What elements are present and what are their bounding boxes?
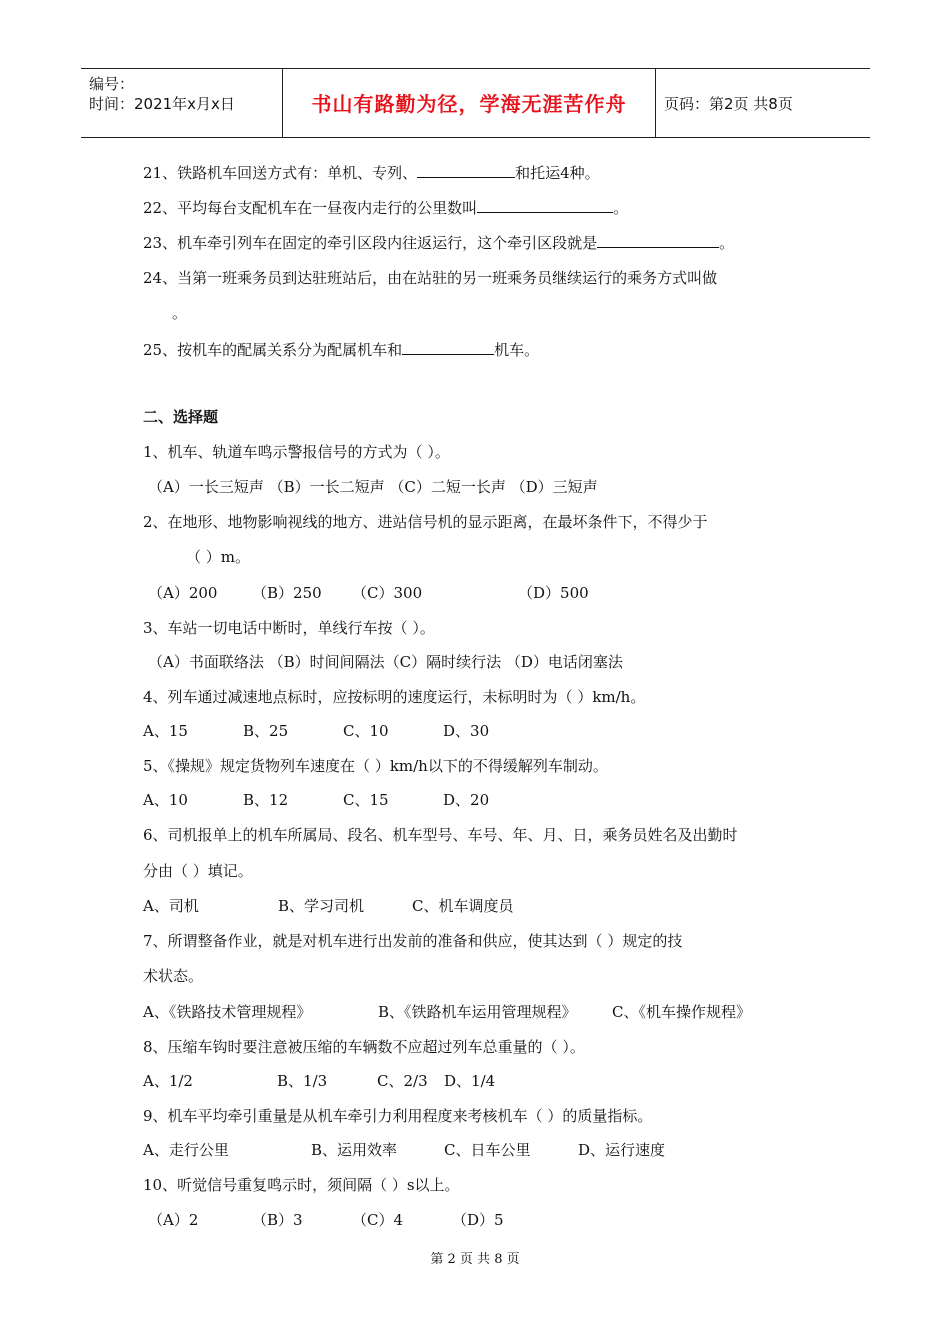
question-22: 22、平均每台支配机车在一昼夜内走行的公里数叫 。 bbox=[143, 199, 629, 217]
option: D、1/4 bbox=[444, 1072, 496, 1090]
section-title: 二、选择题 bbox=[143, 408, 219, 426]
choice-question-6: 6、司机报单上的机车所属局、段名、机车型号、车号、年、月、日，乘务员姓名及出勤时 bbox=[143, 826, 738, 844]
question-23: 23、机车牵引列车在固定的牵引区段内往返运行，这个牵引区段就是 。 bbox=[143, 234, 735, 252]
question-21: 21、铁路机车回送方式有：单机、专列、 和托运4种。 bbox=[143, 164, 600, 182]
choice-question-1: 1、机车、轨道车鸣示警报信号的方式为（ ）。 bbox=[143, 443, 450, 461]
time-label: 时间：2021年x月x日 bbox=[89, 95, 235, 113]
answer-blank bbox=[402, 340, 494, 355]
header-divider bbox=[655, 69, 656, 137]
option: （B）3 bbox=[252, 1211, 303, 1229]
option: D、运行速度 bbox=[578, 1141, 666, 1159]
choice-question-2-end: （ ）m。 bbox=[186, 548, 250, 566]
header-motto: 书山有路勤为径，学海无涯苦作舟 bbox=[311, 92, 627, 116]
option: A、走行公里 bbox=[143, 1141, 229, 1159]
choice-question-3: 3、车站一切电话中断时，单线行车按（ ）。 bbox=[143, 619, 435, 637]
option: C、日车公里 bbox=[444, 1141, 531, 1159]
answer-blank bbox=[477, 198, 613, 213]
choice-options-1: （A）一长三短声 （B）一长二短声 （C）二短一长声 （D）三短声 bbox=[148, 478, 598, 496]
choice-question-7: 7、所谓整备作业，就是对机车进行出发前的准备和供应，使其达到（ ）规定的技 bbox=[143, 932, 683, 950]
answer-blank bbox=[417, 163, 515, 178]
number-label: 编号： bbox=[89, 75, 135, 93]
option: （D）5 bbox=[452, 1211, 504, 1229]
option: B、25 bbox=[243, 722, 289, 740]
option: （A）2 bbox=[148, 1211, 199, 1229]
option: C、2/3 bbox=[377, 1072, 428, 1090]
option: A、《铁路技术管理规程》 bbox=[143, 1003, 312, 1021]
option: A、1/2 bbox=[143, 1072, 193, 1090]
option: C、15 bbox=[343, 791, 389, 809]
option: （C）4 bbox=[352, 1211, 404, 1229]
header-meta bbox=[81, 69, 281, 137]
question-24: 24、当第一班乘务员到达驻班站后，由在站驻的另一班乘务员继续运行的乘务方式叫做 bbox=[143, 269, 718, 287]
choice-options-3: （A）书面联络法 （B）时间间隔法（C）隔时续行法 （D）电话闭塞法 bbox=[148, 653, 623, 671]
option: B、学习司机 bbox=[278, 897, 365, 915]
option: A、10 bbox=[143, 791, 188, 809]
choice-question-6-end: 分由（ ）填记。 bbox=[143, 862, 253, 880]
option: C、机车调度员 bbox=[412, 897, 514, 915]
option: A、司机 bbox=[143, 897, 199, 915]
question-24-end: 。 bbox=[172, 304, 188, 322]
page-footer: 第 2 页 共 8 页 bbox=[430, 1252, 520, 1267]
option: C、10 bbox=[343, 722, 389, 740]
choice-question-2: 2、在地形、地物影响视线的地方、进站信号机的显示距离，在最坏条件下，不得少于 bbox=[143, 513, 708, 531]
option: B、运用效率 bbox=[311, 1141, 398, 1159]
option: D、20 bbox=[443, 791, 490, 809]
page-header bbox=[81, 68, 870, 138]
option: B、1/3 bbox=[277, 1072, 328, 1090]
question-25: 25、按机车的配属关系分为配属机车和 机车。 bbox=[143, 341, 540, 359]
header-divider bbox=[282, 69, 283, 137]
choice-question-10: 10、听觉信号重复鸣示时，须间隔（ ）s以上。 bbox=[143, 1176, 460, 1194]
option: A、15 bbox=[143, 722, 188, 740]
option: （C）300 bbox=[352, 584, 423, 602]
answer-blank bbox=[597, 233, 719, 248]
choice-question-9: 9、机车平均牵引重量是从机车牵引力利用程度来考核机车（ ）的质量指标。 bbox=[143, 1107, 653, 1125]
option: （A）200 bbox=[148, 584, 218, 602]
choice-question-8: 8、压缩车钩时要注意被压缩的车辆数不应超过列车总重量的（ ）。 bbox=[143, 1038, 585, 1056]
option: C、《机车操作规程》 bbox=[612, 1003, 751, 1021]
option: D、30 bbox=[443, 722, 490, 740]
header-page-info: 页码：第2页 共8页 bbox=[664, 95, 793, 113]
choice-question-7-end: 术状态。 bbox=[143, 967, 204, 985]
option: B、12 bbox=[243, 791, 289, 809]
choice-question-5: 5、《操规》规定货物列车速度在（ ）km/h以下的不得缓解列车制动。 bbox=[143, 757, 608, 775]
option: B、《铁路机车运用管理规程》 bbox=[378, 1003, 577, 1021]
option: （B）250 bbox=[252, 584, 322, 602]
option: （D）500 bbox=[518, 584, 589, 602]
choice-question-4: 4、列车通过减速地点标时，应按标明的速度运行，未标明时为（ ）km/h。 bbox=[143, 688, 646, 706]
